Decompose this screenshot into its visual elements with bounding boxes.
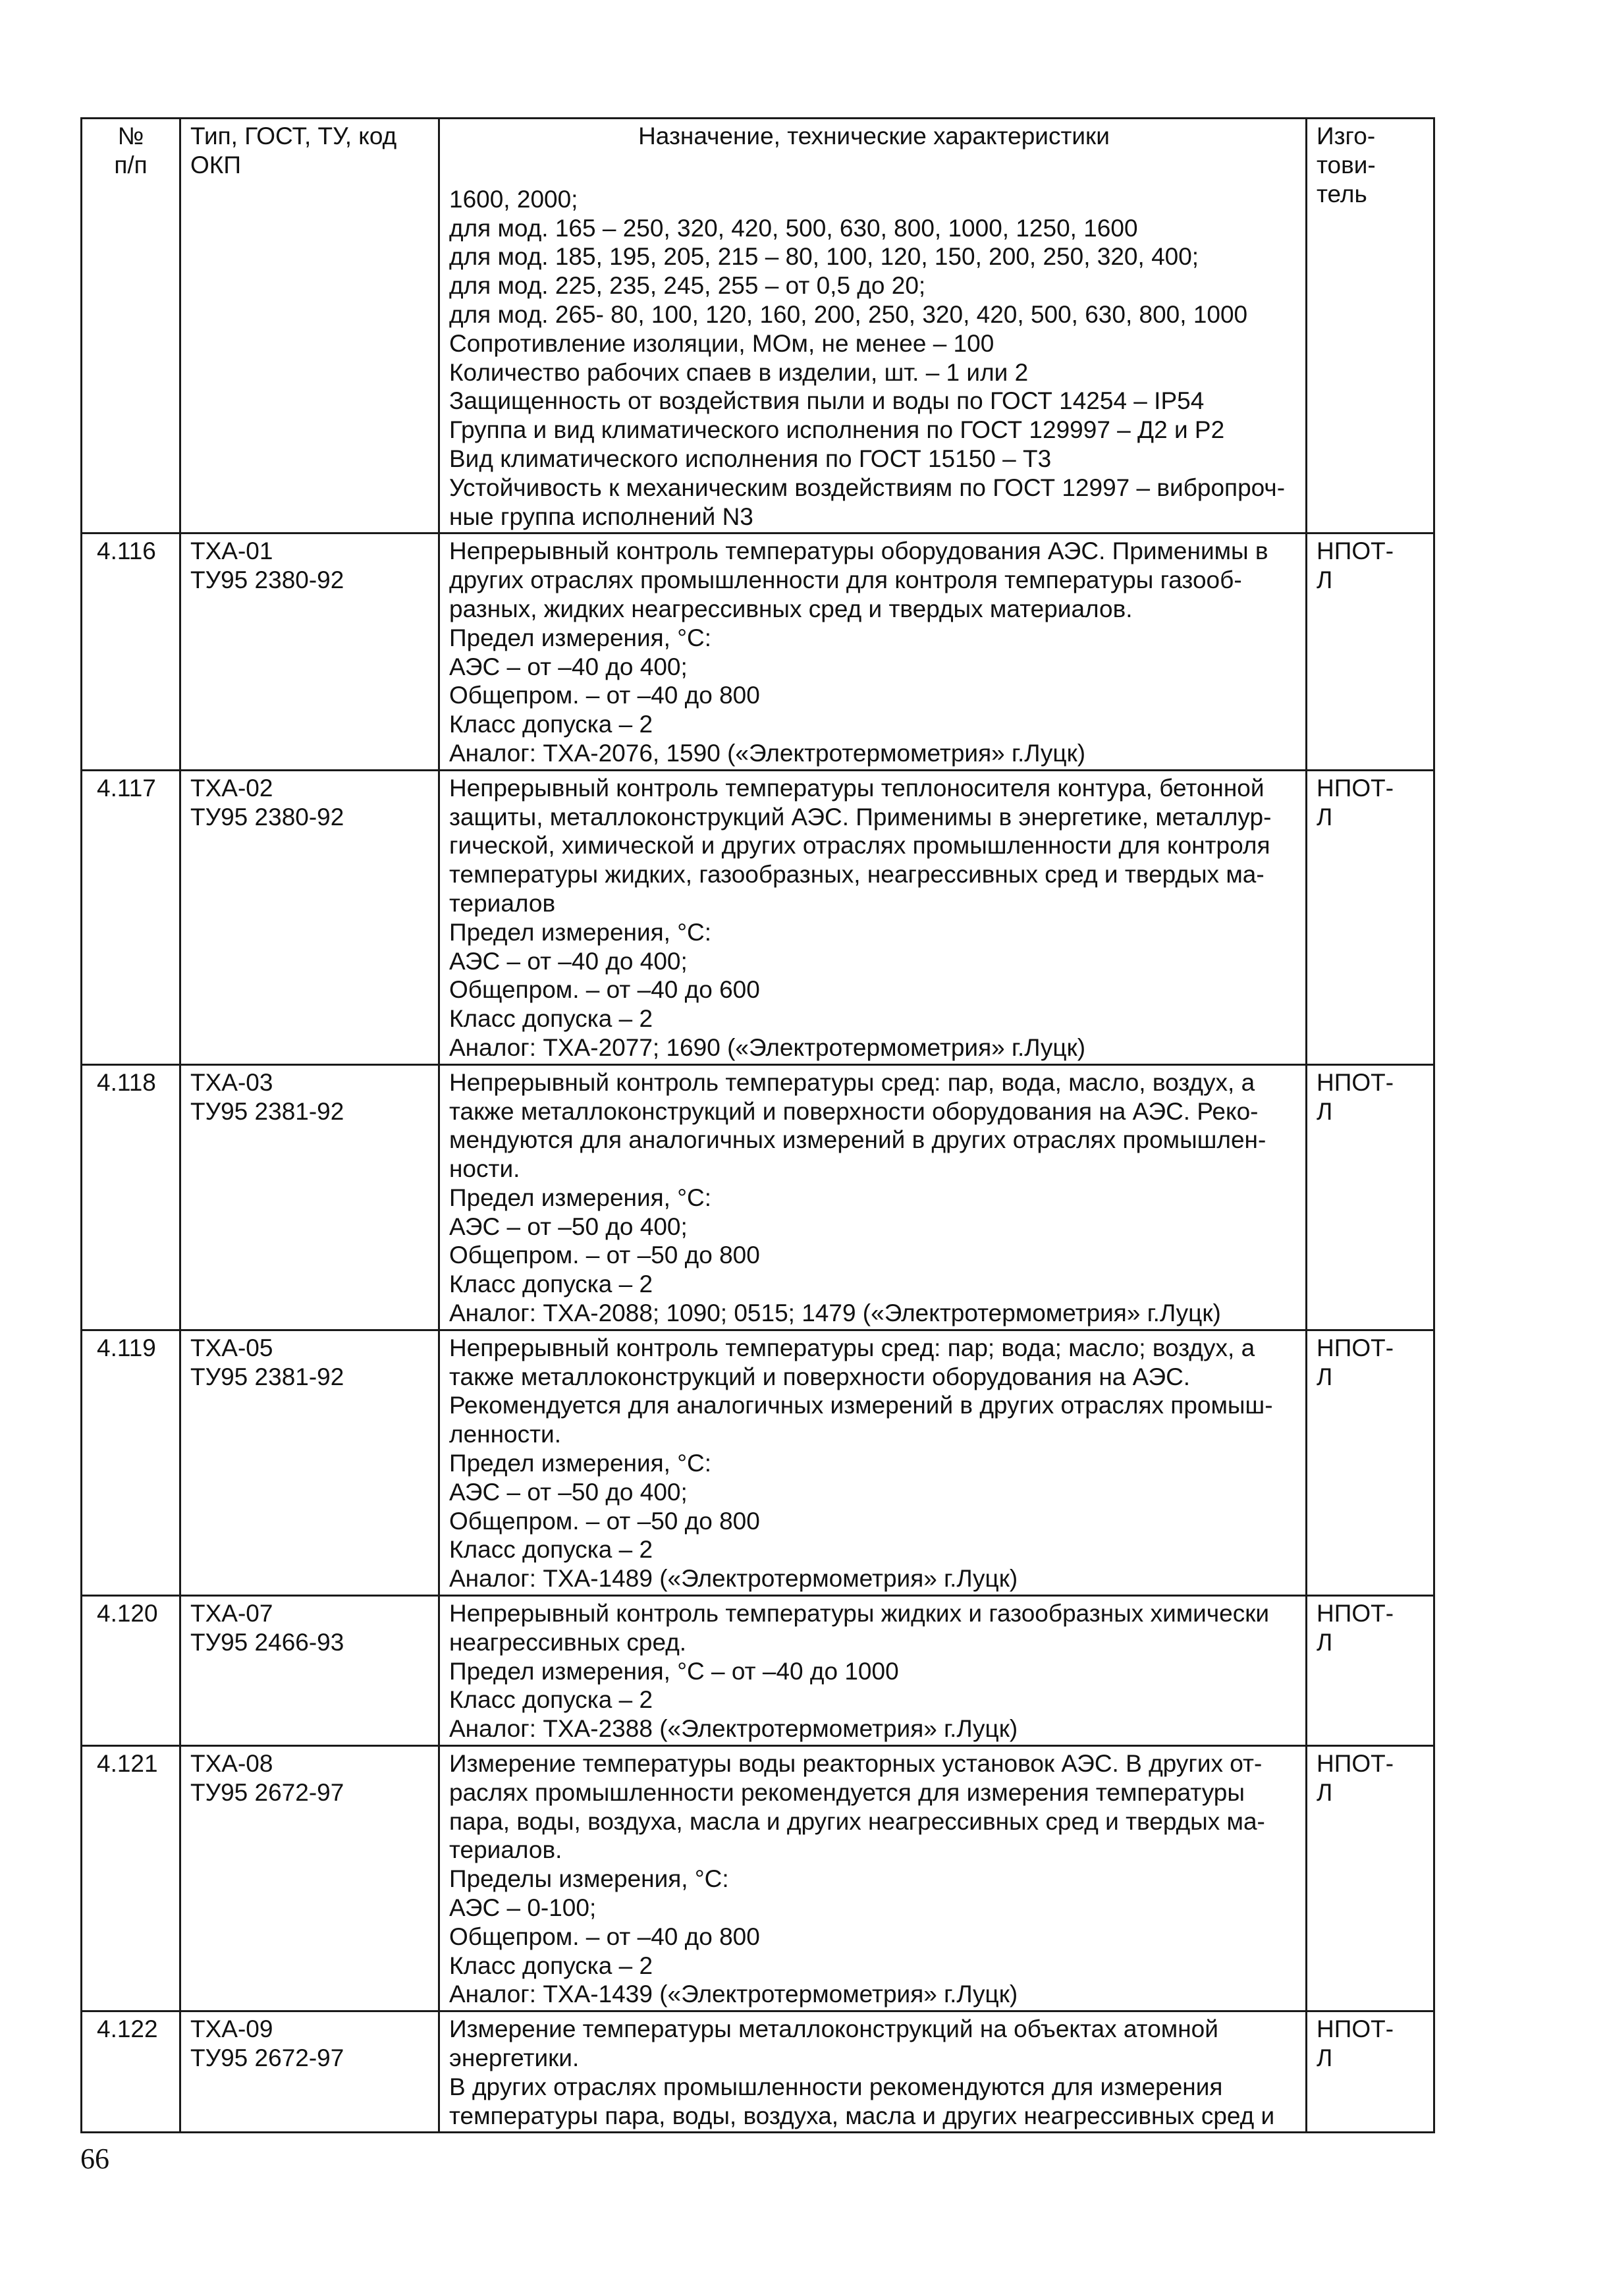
equipment-table — [80, 117, 1435, 2133]
table-row — [82, 1064, 1434, 1330]
description-line: териалов. — [449, 1836, 562, 1864]
description-line: энергетики. — [449, 2044, 580, 2071]
description-line: Предел измерения, °С: — [449, 918, 712, 946]
description-line: температуры пара, воды, воздуха, масла и других неагрессивных сред и — [449, 2102, 1275, 2129]
description-line: В других отраслях промышленности рекомендуются для измерения — [449, 2073, 1223, 2100]
table-row — [82, 1746, 1434, 2011]
header-desc — [439, 119, 1307, 152]
header-num — [82, 119, 180, 533]
description-line: Класс допуска – 2 — [449, 1536, 653, 1564]
continuation-line: Количество рабочих спаев в изделии, шт. – 1 или 2 — [449, 358, 1029, 386]
header-maker-line: Изго- — [1317, 123, 1376, 150]
description-line: Предел измерения, °С: — [449, 624, 712, 651]
row-type — [180, 1330, 439, 1595]
continuation-line: Группа и вид климатического исполнения по ГОСТ 129997 – Д2 и Р2 — [449, 416, 1225, 444]
description-line: Непрерывный контроль температуры сред: пар; вода; масло; воздух, а — [449, 1334, 1255, 1361]
row-maker — [1307, 770, 1434, 1064]
maker-line: НПОТ- — [1317, 1334, 1394, 1361]
row-maker — [1307, 1746, 1434, 2011]
row-description — [439, 1330, 1307, 1595]
type-line: ТУ95 2380-92 — [190, 566, 344, 594]
row-type — [180, 533, 439, 770]
description-line: ленности. — [449, 1421, 562, 1448]
header-type-line: Тип, ГОСТ, ТУ, код — [190, 123, 397, 150]
header-desc-line: Назначение, технические характеристики — [638, 123, 1110, 150]
continuation-line: для мод. 265- 80, 100, 120, 160, 200, 250, 320, 420, 500, 630, 800, 1000 — [449, 300, 1248, 328]
row-number: 4.120 — [82, 1596, 180, 1746]
row-number: 4.121 — [82, 1746, 180, 2011]
description-line: АЭС – от –40 до 400; — [449, 653, 688, 680]
type-line: ТУ95 2381-92 — [190, 1363, 344, 1390]
description-line: АЭС – от –50 до 400; — [449, 1213, 688, 1240]
maker-line: Л — [1317, 1778, 1333, 1806]
type-line: ТХА-08 — [190, 1750, 273, 1778]
header-num-line: п/п — [114, 151, 148, 178]
row-description — [439, 1596, 1307, 1746]
type-line: ТУ95 2466-93 — [190, 1628, 344, 1656]
type-line: ТУ95 2672-97 — [190, 2044, 344, 2071]
description-line: других отраслях промышленности для контроля температуры газооб- — [449, 566, 1242, 594]
continuation-line: для мод. 185, 195, 205, 215 – 80, 100, 120, 150, 200, 250, 320, 400; — [449, 243, 1199, 271]
header-maker-line: тови- — [1317, 151, 1376, 178]
table-body — [82, 119, 1434, 2133]
description-line: Пределы измерения, °С: — [449, 1865, 729, 1893]
maker-line: НПОТ- — [1317, 1750, 1394, 1778]
description-line: Аналог: ТХА-1489 («Электротермометрия» г.Луцк) — [449, 1565, 1018, 1593]
description-line: Измерение температуры воды реакторных установок АЭС. В других от- — [449, 1750, 1263, 1778]
type-line: ТХА-01 — [190, 537, 273, 565]
description-line: Класс допуска – 2 — [449, 1005, 653, 1033]
description-line: териалов — [449, 889, 556, 917]
description-line: защиты, металлоконструкций АЭС. Применимы в энергетике, металлур- — [449, 803, 1272, 831]
description-line: разных, жидких неагрессивных сред и твердых материалов. — [449, 595, 1133, 622]
description-line: Класс допуска – 2 — [449, 1271, 653, 1298]
description-line: Предел измерения, °С – от –40 до 1000 — [449, 1657, 899, 1685]
description-line: Непрерывный контроль температуры теплоносителя контура, бетонной — [449, 774, 1265, 802]
row-number: 4.117 — [82, 770, 180, 1064]
description-line: гической, химической и других отраслях промышленности для контроля — [449, 832, 1270, 860]
row-description — [439, 1746, 1307, 2011]
header-type — [180, 119, 439, 533]
description-line: АЭС – от –50 до 400; — [449, 1478, 688, 1506]
description-line: Общепром. – от –40 до 600 — [449, 976, 760, 1004]
description-line: Аналог: ТХА-1439 («Электротермометрия» г.Луцк) — [449, 1981, 1018, 2008]
row-number: 4.119 — [82, 1330, 180, 1595]
type-line: ТХА-05 — [190, 1334, 273, 1361]
row-type — [180, 1064, 439, 1330]
header-type-line: ОКП — [190, 151, 241, 178]
page-number: 66 — [80, 2143, 109, 2175]
row-description — [439, 1064, 1307, 1330]
description-line: Общепром. – от –50 до 800 — [449, 1242, 760, 1269]
description-line: Непрерывный контроль температуры оборудования АЭС. Применимы в — [449, 537, 1268, 565]
description-line: Предел измерения, °С: — [449, 1450, 712, 1477]
description-line: пара, воды, воздуха, масла и других неагрессивных сред и твердых ма- — [449, 1807, 1265, 1835]
description-line: раслях промышленности рекомендуется для измерения температуры — [449, 1778, 1245, 1806]
type-line: ТХА-02 — [190, 774, 273, 802]
maker-line: Л — [1317, 566, 1333, 594]
row-description — [439, 533, 1307, 770]
description-line: Класс допуска – 2 — [449, 711, 653, 738]
maker-line: Л — [1317, 1363, 1333, 1390]
table-row — [82, 770, 1434, 1064]
row-maker — [1307, 533, 1434, 770]
maker-line: НПОТ- — [1317, 2015, 1394, 2043]
description-line: АЭС – 0-100; — [449, 1894, 597, 1922]
description-line: Аналог: ТХА-2076, 1590 («Электротермометрия» г.Луцк) — [449, 739, 1086, 767]
row-number: 4.118 — [82, 1064, 180, 1330]
description-line: Непрерывный контроль температуры жидких и газообразных химически — [449, 1600, 1270, 1627]
continuation-line: ные группа исполнений N3 — [449, 503, 753, 530]
row-maker — [1307, 1330, 1434, 1595]
type-line: ТХА-09 — [190, 2015, 273, 2043]
description-line: Измерение температуры металлоконструкций на объектах атомной — [449, 2015, 1218, 2043]
description-line: Класс допуска – 2 — [449, 1686, 653, 1714]
header-num-line: № — [117, 123, 144, 150]
description-line: Общепром. – от –40 до 800 — [449, 682, 760, 709]
description-line: Непрерывный контроль температуры сред: пар, вода, масло, воздух, а — [449, 1068, 1255, 1096]
row-maker — [1307, 1064, 1434, 1330]
continuation-line: для мод. 165 – 250, 320, 420, 500, 630, 800, 1000, 1250, 1600 — [449, 214, 1138, 242]
description-line: Класс допуска – 2 — [449, 1952, 653, 1979]
maker-line: Л — [1317, 803, 1333, 831]
continuation-line: Сопротивление изоляции, МОм, не менее – 100 — [449, 329, 994, 357]
continuation-line: Устойчивость к механическим воздействиям по ГОСТ 12997 – вибропроч- — [449, 474, 1286, 501]
maker-line: Л — [1317, 2044, 1333, 2071]
description-line: неагрессивных сред. — [449, 1628, 687, 1656]
continuation-line: 1600, 2000; — [449, 185, 578, 213]
row-type — [180, 1596, 439, 1746]
maker-line: НПОТ- — [1317, 774, 1394, 802]
header-maker-line: тель — [1317, 180, 1367, 207]
row-maker — [1307, 1596, 1434, 1746]
description-line: Аналог: ТХА-2388 («Электротермометрия» г.Луцк) — [449, 1715, 1018, 1743]
header-maker — [1307, 119, 1434, 533]
type-line: ТХА-03 — [190, 1068, 273, 1096]
maker-line: Л — [1317, 1628, 1333, 1656]
table-row — [82, 533, 1434, 770]
row-description — [439, 2011, 1307, 2133]
description-line: температуры жидких, газообразных, неагрессивных сред и твердых ма- — [449, 861, 1265, 888]
maker-line: НПОТ- — [1317, 537, 1394, 565]
maker-line: Л — [1317, 1097, 1333, 1125]
type-line: ТУ95 2381-92 — [190, 1097, 344, 1125]
description-line: также металлоконструкций и поверхности оборудования на АЭС. — [449, 1363, 1191, 1390]
description-line: Предел измерения, °С: — [449, 1184, 712, 1211]
description-line: Общепром. – от –50 до 800 — [449, 1507, 760, 1535]
table-row — [82, 1596, 1434, 1746]
row-type — [180, 1746, 439, 2011]
description-line: Аналог: ТХА-2088; 1090; 0515; 1479 («Электротермометрия» г.Луцк) — [449, 1299, 1221, 1327]
description-line: Общепром. – от –40 до 800 — [449, 1923, 760, 1950]
description-line: Рекомендуется для аналогичных измерений в других отраслях промыш- — [449, 1392, 1273, 1419]
table-row — [82, 1330, 1434, 1595]
continuation-line: для мод. 225, 235, 245, 255 – от 0,5 до 20; — [449, 272, 926, 300]
description-line: Аналог: ТХА-2077; 1690 («Электротермометрия» г.Луцк) — [449, 1033, 1086, 1061]
table-row — [82, 2011, 1434, 2133]
row-number: 4.122 — [82, 2011, 180, 2133]
maker-line: НПОТ- — [1317, 1600, 1394, 1627]
type-line: ТУ95 2672-97 — [190, 1778, 344, 1806]
description-line: мендуются для аналогичных измерений в других отраслях промышлен- — [449, 1126, 1266, 1154]
maker-line: НПОТ- — [1317, 1068, 1394, 1096]
type-line: ТХА-07 — [190, 1600, 273, 1627]
continuation-line: Защищенность от воздействия пыли и воды по ГОСТ 14254 – IP54 — [449, 387, 1205, 415]
row-maker — [1307, 2011, 1434, 2133]
description-line: также металлоконструкций и поверхности оборудования на АЭС. Реко- — [449, 1097, 1259, 1125]
row-type — [180, 770, 439, 1064]
description-line: ности. — [449, 1155, 520, 1183]
row-description — [439, 770, 1307, 1064]
row-number: 4.116 — [82, 533, 180, 770]
continuation-desc — [439, 152, 1307, 533]
row-type — [180, 2011, 439, 2133]
description-line: АЭС – от –40 до 400; — [449, 947, 688, 975]
continuation-line: Вид климатического исполнения по ГОСТ 15150 – Т3 — [449, 445, 1052, 472]
header-row — [82, 119, 1434, 152]
type-line: ТУ95 2380-92 — [190, 803, 344, 831]
